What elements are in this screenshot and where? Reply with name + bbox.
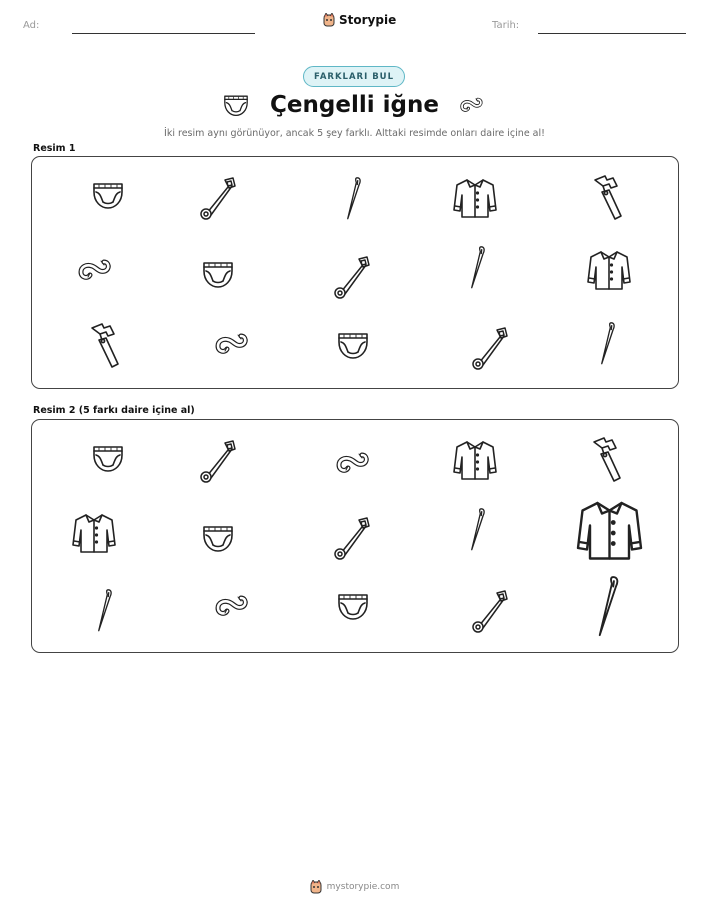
storypie-mascot-icon	[323, 13, 335, 27]
hook-icon[interactable]	[214, 593, 248, 619]
wrench-icon[interactable]	[590, 436, 622, 484]
name-label: Ad:	[23, 20, 40, 31]
date-label: Tarih:	[492, 20, 520, 31]
hook-icon	[77, 257, 111, 283]
safety-pin-icon	[332, 253, 372, 301]
storypie-mascot-icon	[310, 880, 322, 894]
diaper-icon	[91, 180, 125, 210]
instruction-text: İki resim aynı görünüyor, ancak 5 şey farklı. Alttaki resimde onları daire içine al!	[164, 128, 545, 139]
needle-icon	[343, 175, 362, 223]
footer-site: mystorypie.com	[326, 882, 400, 892]
picture-1-label: Resim 1	[33, 143, 76, 154]
safety-pin-icon[interactable]	[198, 437, 238, 485]
badge-find-differences: FARKLARI BUL	[303, 66, 405, 87]
shirt-icon[interactable]	[452, 438, 498, 482]
safety-pin-icon	[198, 174, 238, 222]
title-hook-icon	[458, 96, 484, 118]
brand-logo	[323, 13, 396, 27]
date-field[interactable]	[538, 33, 686, 34]
wrench-icon	[88, 322, 120, 370]
safety-pin-icon[interactable]	[470, 587, 510, 635]
needle-icon	[467, 244, 486, 292]
shirt-icon[interactable]	[71, 511, 117, 555]
hook-icon[interactable]	[335, 450, 369, 476]
diaper-icon[interactable]	[201, 523, 235, 553]
needle-icon[interactable]	[593, 573, 620, 641]
page-title: Çengelli iğne	[270, 92, 439, 118]
shirt-icon[interactable]	[575, 497, 644, 563]
brand-name: Storypie	[339, 13, 397, 27]
diaper-icon	[201, 259, 235, 289]
diaper-icon[interactable]	[91, 443, 125, 473]
diaper-icon[interactable]	[336, 591, 370, 621]
needle-icon	[597, 320, 616, 368]
footer	[0, 880, 709, 894]
shirt-icon	[586, 248, 632, 292]
safety-pin-icon[interactable]	[332, 514, 372, 562]
name-field[interactable]	[72, 33, 255, 34]
needle-icon[interactable]	[467, 506, 486, 554]
wrench-icon	[591, 174, 623, 222]
safety-pin-icon	[470, 324, 510, 372]
hook-icon	[214, 331, 248, 357]
picture-2-label: Resim 2 (5 farkı daire içine al)	[33, 405, 195, 416]
diaper-icon	[336, 330, 370, 360]
shirt-icon	[452, 176, 498, 220]
needle-icon[interactable]	[94, 587, 113, 635]
